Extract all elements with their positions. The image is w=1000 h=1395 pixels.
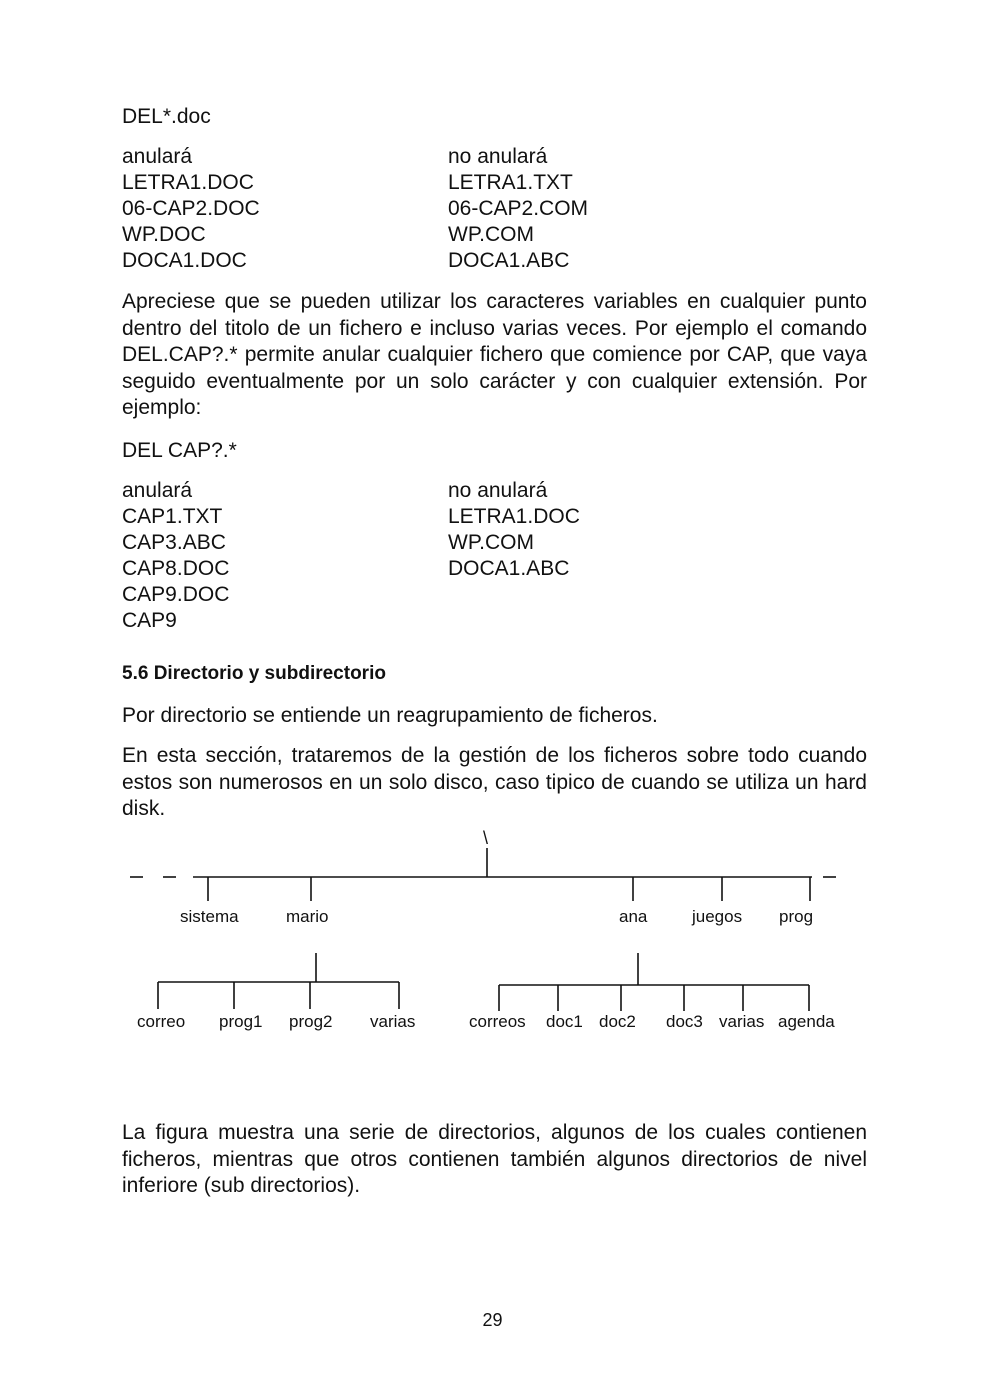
list2-kept-item: WP.COM [448, 531, 534, 554]
list1-deleted-item: 06-CAP2.DOC [122, 197, 260, 220]
list1-kept-item: LETRA1.TXT [448, 171, 573, 194]
dir-ana: ana [619, 907, 648, 926]
list1-deleted-item: WP.DOC [122, 223, 206, 246]
list1-kept-item: 06-CAP2.COM [448, 197, 589, 220]
list2-header-kept: no anulará [448, 479, 548, 502]
subdir-doc3: doc3 [666, 1012, 703, 1031]
command-example-2: DEL CAP?.* [122, 439, 237, 462]
figure-description-paragraph: La figura muestra una serie de directorios, algunos de los cuales contienen ficheros, mientras que otros contienen también algunos directorios de nivel inferiore (sub directorios). [122, 1121, 867, 1197]
list2-kept-item: DOCA1.ABC [448, 557, 570, 580]
subdir-doc2: doc2 [599, 1012, 636, 1031]
section-heading: 5.6 Directorio y subdirectorio [122, 663, 386, 684]
list1-deleted-item: LETRA1.DOC [122, 171, 254, 194]
subdir-varias: varias [370, 1012, 416, 1031]
list2-header-deleted: anulará [122, 479, 193, 502]
subdir-correo: correo [137, 1012, 186, 1031]
list1-header-deleted: anulará [122, 145, 193, 168]
list2-deleted-item: CAP1.TXT [122, 505, 223, 528]
dir-sistema: sistema [180, 907, 239, 926]
dir-prog: prog [779, 907, 814, 926]
subdir-varias-ana: varias [719, 1012, 765, 1031]
list1-kept-item: WP.COM [448, 223, 534, 246]
list2-deleted-item: CAP3.ABC [122, 531, 226, 554]
list2-deleted-item: CAP9.DOC [122, 583, 230, 606]
list1-header-kept: no anulará [448, 145, 548, 168]
dir-juegos: juegos [692, 907, 743, 926]
list1-deleted-item: DOCA1.DOC [122, 249, 247, 272]
command-example-1: DEL*.doc [122, 105, 211, 128]
subdir-correos: correos [469, 1012, 526, 1031]
hard-disk-paragraph: En esta sección, trataremos de la gestión de los ficheros sobre todo cuando estos son numerosos en un solo disco, caso tipico de cuando se utiliza un hard disk. [122, 744, 867, 820]
subdir-prog2: prog2 [289, 1012, 333, 1031]
subdir-prog1: prog1 [219, 1012, 263, 1031]
directory-definition-paragraph: Por directorio se entiende un reagrupamiento de ficheros. [122, 704, 658, 727]
root-directory-label: \ [483, 828, 489, 848]
list2-deleted-item: CAP9 [122, 609, 177, 632]
page-number: 29 [482, 1310, 503, 1330]
dir-mario: mario [286, 907, 329, 926]
list1-kept-item: DOCA1.ABC [448, 249, 570, 272]
subdir-agenda: agenda [778, 1012, 835, 1031]
subdir-doc1: doc1 [546, 1012, 583, 1031]
wildcard-explanation-paragraph: Apreciese que se pueden utilizar los caracteres variables en cualquier punto dentro del titolo de un fichero e incluso varias veces. Por ejemplo el comando DEL.CAP?.* permite anular cualquier fichero que comience por CAP, que vaya seguido eventualmente por un solo carácter y con cualquier extensión. Por ejemplo: [122, 290, 867, 419]
list2-kept-item: LETRA1.DOC [448, 505, 580, 528]
list2-deleted-item: CAP8.DOC [122, 557, 230, 580]
